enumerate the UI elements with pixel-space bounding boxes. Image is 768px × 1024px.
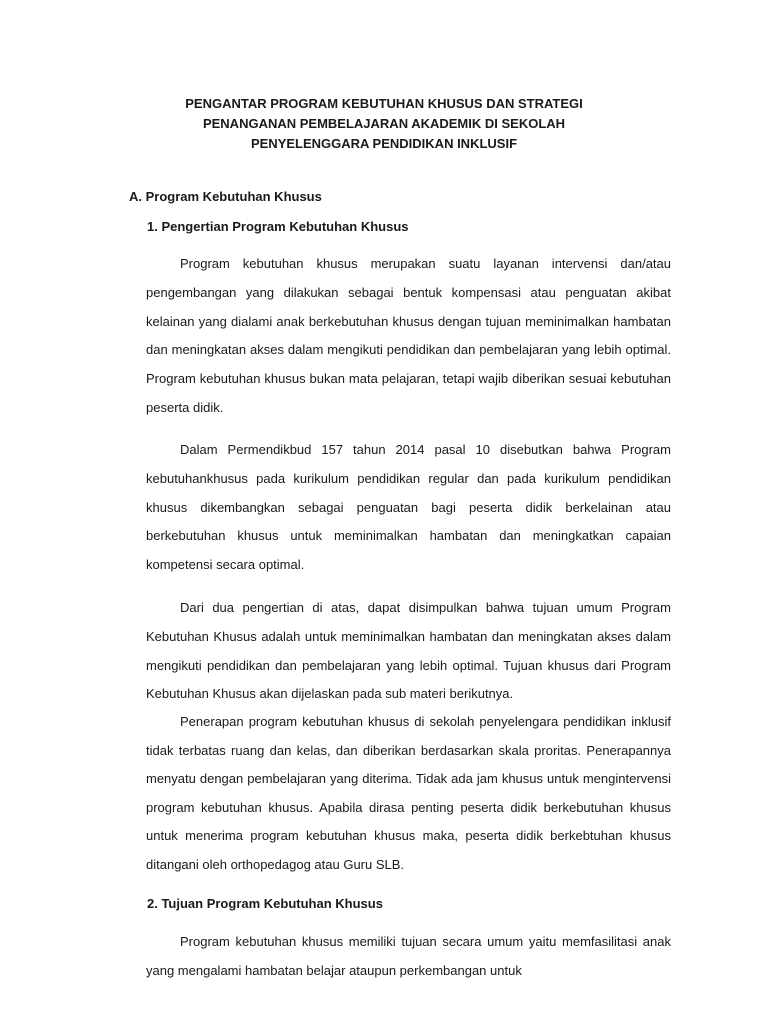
title-line-1: PENGANTAR PROGRAM KEBUTUHAN KHUSUS DAN STRATEGI	[185, 96, 583, 111]
paragraph-2: Dalam Permendikbud 157 tahun 2014 pasal 10 disebutkan bahwa Program kebutuhankhusus pada kurikulum pendidikan regular dan pada kurikulum pendidikan khusus dikembangkan sebagai penguatan bagi peserta didik berkelainan atau berkebutuhan khusus untuk meminimalkan hambatan dan meningkatkan capaian kompetensi secara optimal.	[146, 442, 671, 573]
paragraph-1: Program kebutuhan khusus merupakan suatu layanan intervensi dan/atau pengembangan yang dilakukan sebagai bentuk kompensasi atau penguatan akibat kelainan yang dialami anak berkebutuhan khusus dengan tujuan meminimalkan hambatan dan meningkatan akses dalam mengikuti pendidikan dan pembelajaran yang lebih optimal. Program kebutuhan khusus bukan mata pelajaran, tetapi wajib diberikan sesuai kebutuhan peserta didik.	[146, 256, 671, 415]
document-title	[120, 94, 648, 154]
paragraph-4: Penerapan program kebutuhan khusus di sekolah penyelengara pendidikan inklusif tidak terbatas ruang dan kelas, dan diberikan berdasarkan skala proritas. Penerapannya menyatu dengan pembelajaran yang diterima. Tidak ada jam khusus untuk mengintervensi program kebutuhan khusus. Apabila dirasa penting peserta didik berkebutuhan khusus untuk menerima program kebutuhan khusus maka, peserta didik berkebtuhan khusus ditangani oleh orthopedagog atau Guru SLB.	[146, 714, 671, 872]
paragraph-tujuan: Program kebutuhan khusus memiliki tujuan secara umum yaitu memfasilitasi anak yang mengalami hambatan belajar ataupun perkembangan untuk	[146, 934, 671, 978]
section-heading-a: A. Program Kebutuhan Khusus	[129, 189, 322, 204]
title-line-3: PENYELENGGARA PENDIDIKAN INKLUSIF	[250, 136, 518, 151]
subsection-heading-1: 1. Pengertian Program Kebutuhan Khusus	[147, 219, 409, 234]
paragraph-3: Dari dua pengertian di atas, dapat disimpulkan bahwa tujuan umum Program Kebutuhan Khusus adalah untuk meminimalkan hambatan dan meningkatan akses dalam mengikuti pendidikan dan pembelajaran yang lebih optimal. Tujuan khusus dari Program Kebutuhan Khusus akan dijelaskan pada sub materi berikutnya.	[146, 600, 671, 702]
title-line-2: PENANGANAN PEMBELAJARAN AKADEMIK DI SEKOLAH	[202, 116, 566, 131]
subsection-heading-2: 2. Tujuan Program Kebutuhan Khusus	[147, 896, 383, 911]
